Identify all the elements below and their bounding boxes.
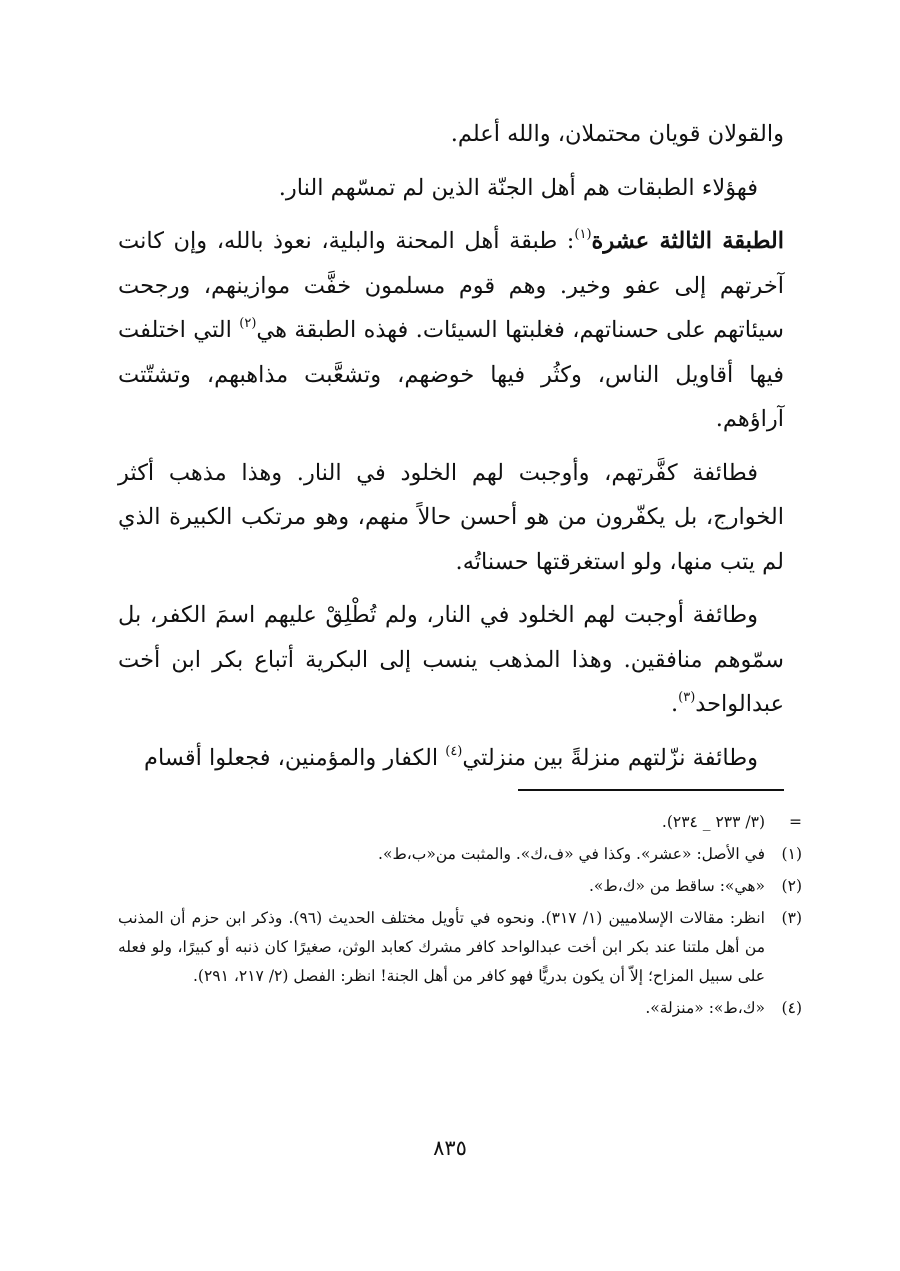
paragraph-6: [118, 736, 784, 781]
footnote-ref-2: (٢): [239, 316, 257, 331]
footnote-marker: =: [789, 813, 802, 831]
footnote-ref-3: (٣): [678, 690, 696, 705]
paragraph-6-text-a: وطائفة نزّلتهم منزلةً بين منزلتي: [462, 744, 758, 771]
footnote-continuation: [118, 808, 802, 837]
footnote-2: [118, 872, 802, 901]
footnotes: [118, 808, 802, 1026]
paragraph-5-text: وطائفة أوجبت لهم الخلود في النار، ولم تُطْلِقْ عليهم اسمَ الكفر، بل سمّوهم منافقين. وهذا المذهب ينسب إلى البكرية أتباع بكر ابن أخت عبدالواحد: [118, 602, 784, 717]
footnote-ref-1: (١): [574, 227, 592, 242]
paragraph-3-text-a: : طبقة أهل المحنة والبلية، نعوذ بالله، وإن كانت آخرتهم إلى عفو وخير. وهم قوم مسلمون خفَّت موازينهم، ورجحت سيئاتهم على حسناتهم، فغلبتها السيئات. فهذه الطبقة هي: [118, 228, 785, 343]
footnote-text: (٣/ ٢٣٣ _ ٢٣٤).: [661, 813, 765, 831]
footnote-text: في الأصل: «عشر». وكذا في «ف،ك». والمثبت من«ب،ط».: [378, 845, 765, 863]
paragraph-4-text: فطائفة كفَّرتهم، وأوجبت لهم الخلود في النار. وهذا مذهب أكثر الخوارج، بل يكفّرون من هو أحسن حالاً منهم، وهو مرتكب الكبيرة الذي لم يتب منها، ولو استغرقتها حسناتُه.: [118, 459, 784, 575]
paragraph-1-text: والقولان قويان محتملان، والله أعلم.: [450, 121, 784, 147]
footnote-text: «ك،ط»: «منزلة».: [645, 999, 765, 1017]
footnote-3: [118, 904, 802, 991]
main-text: [118, 112, 784, 789]
paragraph-5-end: .: [670, 691, 679, 717]
section-heading: الطبقة الثالثة عشرة: [591, 228, 785, 254]
footnote-number: (٣): [781, 909, 802, 927]
footnote-separator: [518, 789, 784, 791]
paragraph-2-text: فهؤلاء الطبقات هم أهل الجنّة الذين لم تمسّهم النار.: [278, 174, 758, 201]
page-number: ٨٣٥: [433, 1136, 467, 1160]
paragraph-2: [118, 166, 784, 211]
paragraph-3: [118, 219, 784, 442]
footnote-number: (٤): [781, 999, 802, 1017]
footnote-text: انظر: مقالات الإسلاميين (١/ ٣١٧). ونحوه في تأويل مختلف الحديث (٩٦). وذكر ابن حزم أن المذنب من أهل ملتنا عند بكر ابن أخت عبدالواحد كافر مشرك كعابد الوثن، صغيرًا كان ذنبه أو كبيرًا، ولو فعله على سبيل المزاح؛ إلاّ أن يكون بدريًّا فهو كافر من أهل الجنة! انظر: الفصل (٢/ ٢١٧، ٢٩١).: [118, 909, 765, 985]
footnote-number: (٢): [781, 877, 802, 895]
footnote-4: [118, 994, 802, 1023]
footnote-ref-4: (٤): [445, 743, 463, 759]
footnote-text: «هي»: ساقط من «ك،ط».: [588, 877, 765, 895]
paragraph-6-text-b: الكفار والمؤمنين، فجعلوا أقسام: [144, 744, 446, 771]
paragraph-5: [118, 593, 784, 727]
footnote-number: (١): [781, 845, 802, 863]
paragraph-1: [118, 112, 784, 157]
paragraph-4: [118, 451, 784, 585]
footnote-1: [118, 840, 802, 869]
paragraph-3-text-b: التي اختلفت فيها أقاويل الناس، وكثُر فيها خوضهم، وتشعَّبت مذاهبهم، وتشتّتت آراؤهم.: [118, 317, 784, 432]
